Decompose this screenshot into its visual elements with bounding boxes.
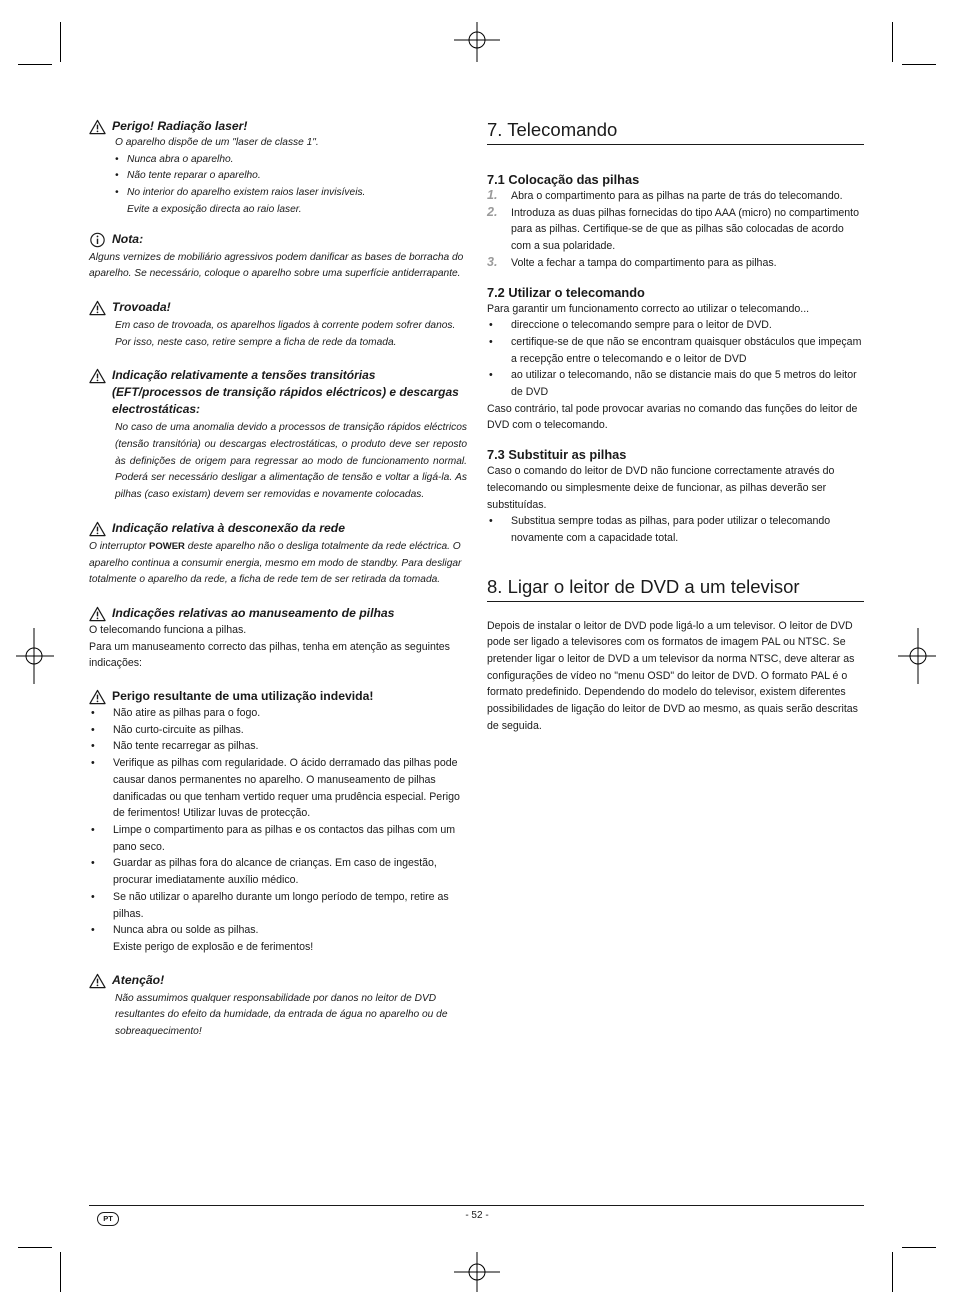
- step-text: Volte a fechar a tampa do compartimento para as pilhas.: [511, 256, 777, 269]
- registration-mark-icon: [452, 1252, 502, 1292]
- step-item: [487, 255, 864, 272]
- warning-triangle-icon: [89, 606, 106, 622]
- section-7-1-heading: 7.1 Colocação das pilhas: [487, 172, 640, 187]
- step-number: 1.: [487, 188, 498, 202]
- section-7-heading: 7. Telecomando: [487, 118, 864, 145]
- misuse-danger-title: Perigo resultante de uma utilização indevida!: [112, 689, 374, 704]
- battery-replace-text: Caso o comando do leitor de DVD não funcione correctamente através do telecomando ou simplesmente deixe de funcionar, as pilhas deverão ser substituídas.: [487, 465, 835, 511]
- disconnect-title: Indicação relativa à desconexão da rede: [112, 520, 346, 535]
- page-number: - 52 -: [465, 1210, 489, 1221]
- disconnect-text-b: deste aparelho não o desliga totalmente da rede eléctrica. O aparelho continua a consumir energia, mesmo em modo de standby. Para desligar totalmente o aparelho da rede, a ficha de rede tem de ser retirada da tomada.: [89, 540, 462, 586]
- list-item: • Não tente recarregar as pilhas.: [89, 738, 467, 755]
- warning-triangle-icon: [89, 119, 106, 135]
- laser-tail: Evite a exposição directa ao raio laser.: [127, 203, 302, 215]
- warning-triangle-icon: [89, 689, 106, 705]
- remote-use-intro: Para garantir um funcionamento correcto ao utilizar o telecomando...: [487, 302, 810, 315]
- list-item: • Se não utilizar o aparelho durante um longo período de tempo, retire as pilhas.: [89, 889, 467, 922]
- battery-handling-title: Indicações relativas ao manuseamento de pilhas: [112, 605, 395, 620]
- attention-title: Atenção!: [112, 972, 165, 987]
- battery-handling-p2: Para um manuseamento correcto das pilhas, tenha em atenção as seguintes indicações:: [89, 640, 450, 670]
- language-badge: [97, 1212, 119, 1226]
- list-item: • Limpe o compartimento para as pilhas e os contactos das pilhas com um pano seco.: [89, 822, 467, 855]
- section-8-text: Depois de instalar o leitor de DVD pode ligá-lo a um televisor. O leitor de DVD pode ser ligado a televisores com os formatos de imagem PAL ou NTSC. Se pretender ligar o leitor de DVD a um televisor da norma NTSC, deve alterar as configurações de vídeo no "menu OSD" do leitor de DVD. O formato PAL é o formato predefinido. Dependendo do modelo do televisor, existem diferentes possibilidades de ligação do leitor de DVD ao mesmo, as quais serão descritas de seguida.: [487, 619, 858, 732]
- misuse-danger-list: [89, 705, 467, 956]
- battery-insert-steps: [487, 188, 864, 272]
- list-item: • Guardar as pilhas fora do alcance de crianças. Em caso de ingestão, procurar imediatamente auxílio médico.: [89, 855, 467, 888]
- attention-heading: [89, 972, 467, 989]
- warning-triangle-icon: [89, 521, 106, 537]
- list-item: • Substitua sempre todas as pilhas, para poder utilizar o telecomando novamente com a capacidade total.: [487, 513, 864, 546]
- language-code: PT: [103, 1214, 113, 1223]
- remote-use-outro: Caso contrário, tal pode provocar avarias no comando das funções do leitor de DVD com o telecomando.: [487, 402, 858, 432]
- list-item: • No interior do aparelho existem raios laser invisíveis.: [115, 185, 467, 202]
- thunderstorm-heading: [89, 299, 467, 316]
- list-item: • ao utilizar o telecomando, não se distancie mais do que 5 metros do leitor de DVD: [487, 367, 864, 400]
- step-text: Introduza as duas pilhas fornecidas do tipo AAA (micro) no compartimento para as pilhas. Certifique-se de que as pilhas são colocadas de acordo com a sua polaridade.: [511, 206, 860, 253]
- footer-rule: [89, 1205, 864, 1206]
- eft-text: No caso de uma anomalia devido a processos de transição rápidos eléctricos (tensão transitória) ou descargas electrostáticas, o produto deve ser reposto às definições de origem para regressar ao modo de funcionamento normal. Poderá ser necessário desligar a alimentação de tensão e voltar a ligá-la. As pilhas (caso existam) devem ser removidas e novamente colocadas.: [115, 422, 467, 501]
- power-label: POWER: [149, 540, 185, 552]
- list-item: • Não atire as pilhas para o fogo.: [89, 705, 467, 722]
- battery-handling-heading: [89, 605, 467, 622]
- step-number: 2.: [487, 204, 498, 219]
- misuse-danger-heading: [89, 688, 467, 705]
- warning-triangle-icon: [89, 300, 106, 316]
- step-text: Abra o compartimento para as pilhas na parte de trás do telecomando.: [511, 190, 843, 202]
- step-item: [487, 188, 864, 205]
- thunderstorm-text: Em caso de trovoada, os aparelhos ligados à corrente podem sofrer danos. Por isso, neste caso, retire sempre a ficha de rede da tomada.: [115, 319, 456, 348]
- disconnect-text-a: O interruptor: [89, 540, 150, 552]
- section-7-2-heading: 7.2 Utilizar o telecomando: [487, 284, 645, 300]
- registration-mark-icon: [898, 626, 938, 686]
- list-item: • direccione o telecomando sempre para o leitor de DVD.: [487, 317, 864, 334]
- thunderstorm-title: Trovoada!: [112, 299, 171, 314]
- attention-text: Não assumimos qualquer responsabilidade por danos no leitor de DVD resultantes do efeito da humidade, da entrada de água no aparelho ou de sobreaquecimento!: [115, 992, 448, 1038]
- list-item: • Nunca abra ou solde as pilhas.: [89, 922, 467, 939]
- misuse-danger-tail: Existe perigo de explosão e de ferimentos!: [113, 940, 314, 953]
- warning-triangle-icon: [89, 973, 106, 989]
- list-item: • Verifique as pilhas com regularidade. O ácido derramado das pilhas pode causar danos permanentes no aparelho. O manuseamento de pilhas danificadas ou que tenham vertido requer uma prudência especial. Perigo de ferimentos! Utilizar luvas de protecção.: [89, 755, 467, 822]
- section-8-heading: 8. Ligar o leitor de DVD a um televisor: [487, 575, 864, 602]
- info-circle-icon: [89, 232, 106, 248]
- note-text: Alguns vernizes de mobiliário agressivos podem danificar as bases de borracha do aparelho. Se necessário, coloque o aparelho sobre uma superfície antiderrapante.: [89, 251, 464, 280]
- disconnect-heading: [89, 520, 467, 537]
- laser-warning-title: Perigo! Radiação laser!: [112, 119, 248, 133]
- warning-triangle-icon: [89, 368, 106, 384]
- list-item: • Não tente reparar o aparelho.: [115, 168, 467, 185]
- laser-intro: O aparelho dispõe de um "laser de classe 1".: [115, 137, 319, 148]
- battery-handling-p1: O telecomando funciona a pilhas.: [89, 623, 247, 636]
- note-heading: [89, 231, 467, 248]
- right-column: [487, 118, 864, 735]
- registration-mark-icon: [452, 22, 502, 62]
- note-title: Nota:: [112, 231, 144, 246]
- list-item: • Nunca abra o aparelho.: [115, 152, 467, 169]
- step-number: 3.: [487, 254, 498, 269]
- left-column: [89, 118, 467, 1041]
- list-item: • certifique-se de que não se encontram quaisquer obstáculos que impeçam a recepção entre o telecomando e o leitor de DVD: [487, 334, 864, 367]
- laser-warning-body: [89, 135, 467, 219]
- registration-mark-icon: [14, 626, 54, 686]
- step-item: [487, 205, 864, 255]
- laser-warning-heading: [89, 118, 467, 135]
- section-7-3-heading: 7.3 Substituir as pilhas: [487, 447, 627, 463]
- eft-title: Indicação relativamente a tensões transitórias (EFT/processos de transição rápidos eléctricos) e descargas electrostáticas:: [112, 368, 459, 417]
- list-item: • Não curto-circuite as pilhas.: [89, 722, 467, 739]
- disconnect-text: [89, 537, 467, 589]
- eft-heading: [89, 367, 467, 418]
